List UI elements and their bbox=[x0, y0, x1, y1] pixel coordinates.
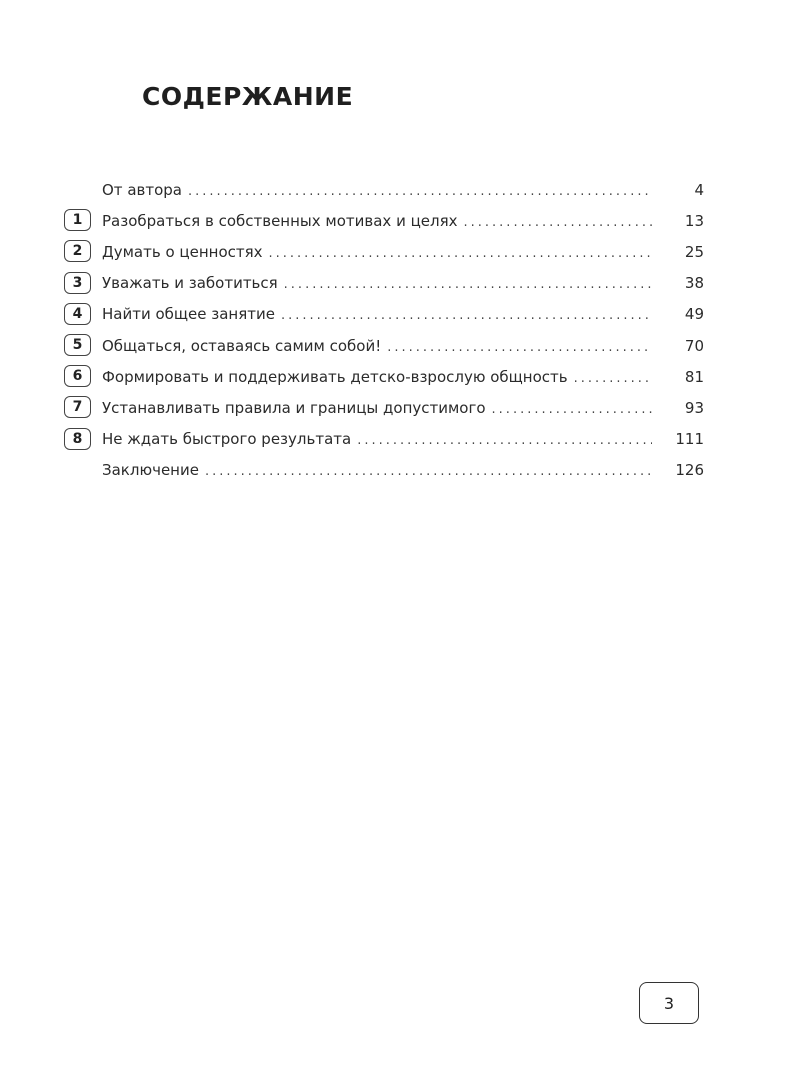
toc-entry bbox=[102, 236, 704, 267]
toc-entry-page: 13 bbox=[684, 211, 704, 230]
toc-row-intro[interactable] bbox=[64, 174, 704, 205]
toc-entry-title: Найти общее занятие bbox=[102, 305, 275, 324]
chapter-number-badge: 6 bbox=[64, 365, 91, 387]
toc-entry-page: 38 bbox=[684, 274, 704, 293]
toc-entry bbox=[102, 330, 704, 361]
toc-entry-page: 70 bbox=[684, 336, 704, 355]
toc-row-chapter-8[interactable] bbox=[64, 424, 704, 455]
toc-row-chapter-6[interactable] bbox=[64, 361, 704, 392]
toc-entry bbox=[102, 174, 704, 205]
toc-entry bbox=[102, 424, 704, 455]
chapter-number-badge: 1 bbox=[64, 209, 91, 231]
toc-row-chapter-4[interactable] bbox=[64, 299, 704, 330]
chapter-number-badge: 7 bbox=[64, 396, 91, 418]
dot-leader bbox=[387, 341, 652, 355]
page-number-box: 3 bbox=[639, 982, 699, 1024]
toc-entry bbox=[102, 455, 704, 486]
dot-leader bbox=[357, 434, 652, 448]
toc-row-chapter-2[interactable] bbox=[64, 236, 704, 267]
toc-entry-title: Формировать и поддерживать детско-взрослую общность bbox=[102, 367, 568, 386]
toc-row-chapter-7[interactable] bbox=[64, 392, 704, 423]
dot-leader bbox=[284, 278, 652, 292]
toc-entry-title: Уважать и заботиться bbox=[102, 274, 278, 293]
table-of-contents bbox=[64, 174, 704, 486]
toc-entry-page: 126 bbox=[675, 461, 704, 480]
toc-entry-page: 4 bbox=[694, 180, 704, 199]
dot-leader bbox=[492, 403, 652, 417]
dot-leader bbox=[269, 247, 652, 261]
toc-entry-title: Устанавливать правила и границы допустимого bbox=[102, 398, 486, 417]
toc-entry-title: Общаться, оставаясь самим собой! bbox=[102, 336, 382, 355]
chapter-number-badge: 5 bbox=[64, 334, 91, 356]
toc-entry bbox=[102, 268, 704, 299]
toc-entry-page: 111 bbox=[675, 430, 704, 449]
chapter-number-badge: 8 bbox=[64, 428, 91, 450]
toc-entry bbox=[102, 299, 704, 330]
toc-row-chapter-5[interactable] bbox=[64, 330, 704, 361]
toc-entry-title: От автора bbox=[102, 180, 182, 199]
toc-entry-title: Думать о ценностях bbox=[102, 242, 263, 261]
chapter-number-badge: 3 bbox=[64, 272, 91, 294]
dot-leader bbox=[188, 185, 652, 199]
dot-leader bbox=[205, 465, 652, 479]
toc-row-conclusion[interactable] bbox=[64, 455, 704, 486]
toc-row-chapter-3[interactable] bbox=[64, 268, 704, 299]
toc-entry bbox=[102, 361, 704, 392]
page-title: СОДЕРЖАНИЕ bbox=[142, 82, 354, 111]
chapter-number-badge: 4 bbox=[64, 303, 91, 325]
toc-entry-title: Не ждать быстрого результата bbox=[102, 430, 352, 449]
toc-row-chapter-1[interactable] bbox=[64, 205, 704, 236]
toc-entry-page: 25 bbox=[684, 242, 704, 261]
dot-leader bbox=[574, 372, 652, 386]
toc-entry-title: Разобраться в собственных мотивах и целях bbox=[102, 211, 458, 230]
toc-entry-page: 49 bbox=[684, 305, 704, 324]
toc-entry-page: 81 bbox=[684, 367, 704, 386]
dot-leader bbox=[464, 216, 652, 230]
dot-leader bbox=[281, 309, 652, 323]
chapter-number-badge: 2 bbox=[64, 240, 91, 262]
toc-entry bbox=[102, 392, 704, 423]
toc-entry bbox=[102, 205, 704, 236]
toc-entry-page: 93 bbox=[684, 398, 704, 417]
toc-entry-title: Заключение bbox=[102, 461, 199, 480]
